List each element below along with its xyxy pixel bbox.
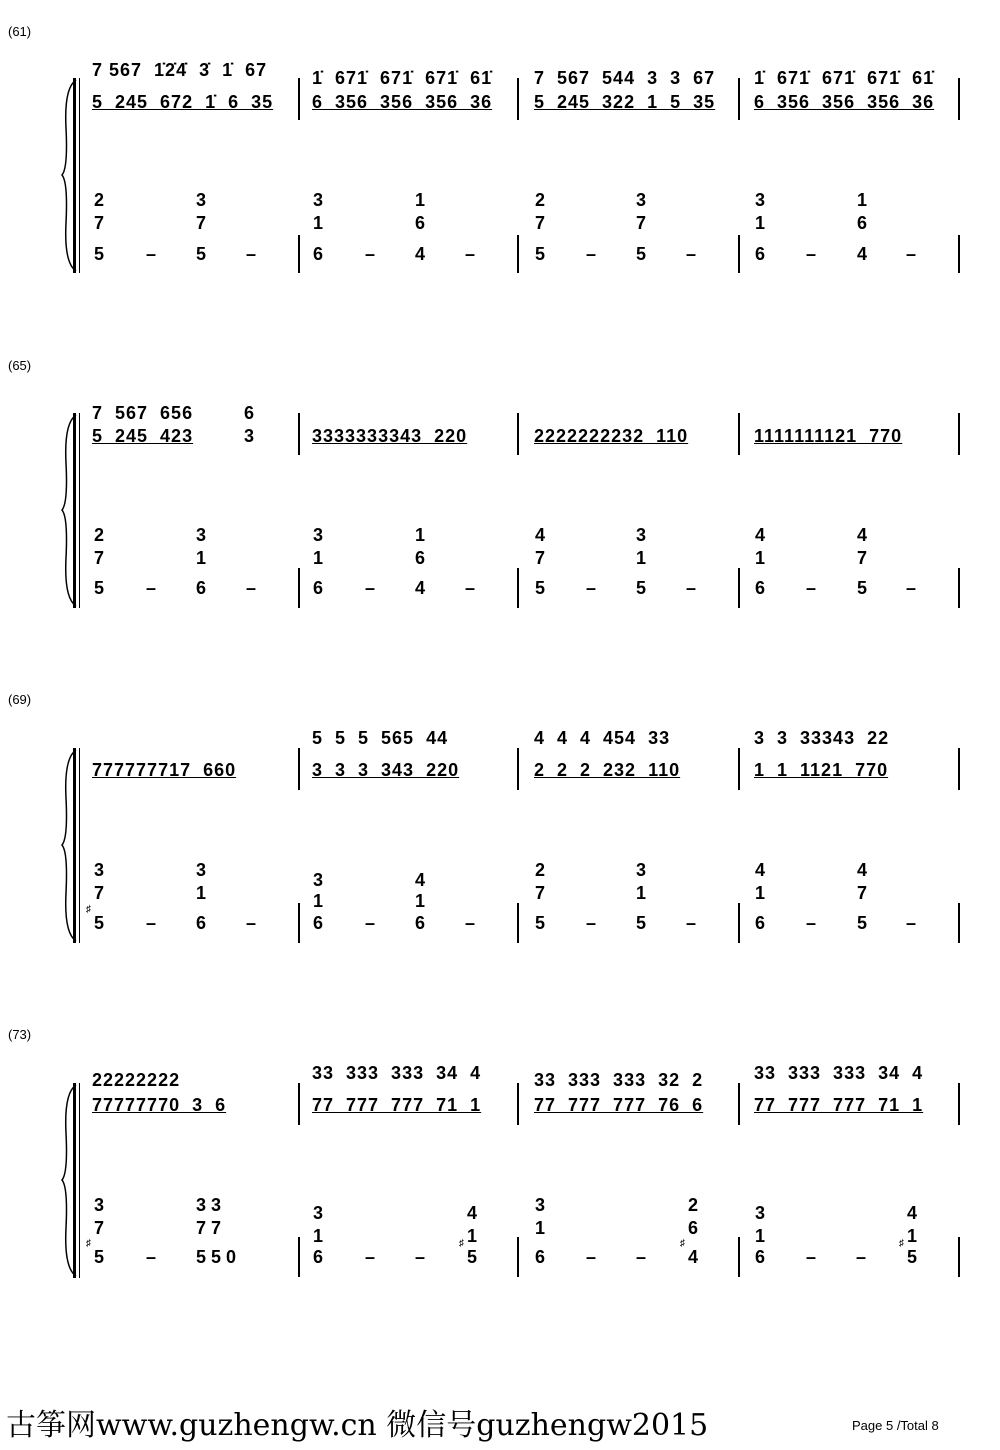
barline [958, 748, 960, 790]
barline [517, 1083, 519, 1125]
bass-note: 5 [857, 578, 868, 598]
melody-upper: 33 333 333 34 4 [754, 1063, 924, 1083]
footer-site: 古筝网www.guzhengw.cn 微信号guzhengw2015 [6, 1408, 709, 1443]
barline [958, 1237, 960, 1277]
bass-note: 5 [94, 244, 105, 264]
bass-note: 4 [907, 1203, 918, 1223]
system-barline-thin [79, 78, 80, 273]
dash: – [806, 913, 817, 933]
bass-note: 1 [313, 1226, 324, 1246]
barline [738, 1237, 740, 1277]
bass-note: 3 [313, 1203, 324, 1223]
dash: – [586, 578, 597, 598]
bass-note: 3 [636, 860, 647, 880]
dash: – [856, 1247, 867, 1267]
system-barline-thick [73, 748, 76, 943]
bass-note: 2 [94, 190, 105, 210]
bass-note: 1 [313, 213, 324, 233]
dash: – [365, 913, 376, 933]
bass-note: 7 [857, 548, 868, 568]
melody-lower: 77 777 777 71 1 [312, 1095, 482, 1115]
melody-lower: 2 2 2 232 110 [534, 760, 681, 780]
melody-upper: 7 567 544 3 3 67 [534, 68, 716, 88]
bass-note: 6 [313, 1247, 324, 1267]
barline [738, 78, 740, 120]
bass-note: 4 [857, 860, 868, 880]
bass-note: 2 [535, 190, 546, 210]
dash: – [906, 913, 917, 933]
dash: – [365, 1247, 376, 1267]
bass-note: 2 [94, 525, 105, 545]
bass-note: 4 [688, 1247, 699, 1267]
barline [517, 568, 519, 608]
bass-note: 3 3 [196, 1195, 222, 1215]
bass-note: 4 [755, 860, 766, 880]
bass-note: 1 [415, 525, 426, 545]
melody-lower: 2222222232 110 [534, 426, 689, 446]
dash: – [636, 1247, 647, 1267]
page-number: Page 5 /Total 8 [852, 1418, 939, 1433]
bass-note: 7 [535, 548, 546, 568]
melody-upper: 33 333 333 34 4 [312, 1063, 482, 1083]
barline [958, 78, 960, 120]
system-barline-thin [79, 413, 80, 608]
melody-lower: 1111111121 770 [754, 426, 903, 446]
barline [738, 903, 740, 943]
bass-note: 5 [535, 578, 546, 598]
dash: – [806, 578, 817, 598]
bass-note: 3 [94, 860, 105, 880]
bass-note: 1 [535, 1218, 546, 1238]
sharp-icon: ♯ [680, 1238, 685, 1249]
melody-lower: 6 356 356 356 36 [312, 92, 493, 112]
bass-note: 2 [535, 860, 546, 880]
bass-note: 5 [467, 1247, 478, 1267]
bass-note: 7 [94, 213, 105, 233]
bass-note: 6 [755, 578, 766, 598]
bass-note: 4 [755, 525, 766, 545]
melody-upper: 5 5 5 565 44 [312, 728, 449, 748]
dash: – [246, 244, 257, 264]
melody-lower: 777777717 660 [92, 760, 237, 780]
bass-note: 6 [755, 913, 766, 933]
dash: – [686, 244, 697, 264]
barline [738, 748, 740, 790]
dash: – [806, 1247, 817, 1267]
bass-note: 6 [857, 213, 868, 233]
bass-note: 4 [857, 525, 868, 545]
sharp-icon: ♯ [899, 1238, 904, 1249]
bass-note: 4 [857, 244, 868, 264]
barline [298, 1083, 300, 1125]
dash: – [586, 913, 597, 933]
bass-note: 6 [415, 548, 426, 568]
bass-note: 3 [636, 190, 647, 210]
dash: – [146, 913, 157, 933]
barline [958, 235, 960, 273]
bass-note: 5 [94, 578, 105, 598]
bass-note: 3 [755, 1203, 766, 1223]
bass-note: 7 [94, 1218, 105, 1238]
melody-upper: 7 567 656 [92, 403, 194, 423]
dash: – [365, 578, 376, 598]
bass-note: 1 [313, 548, 324, 568]
barline [517, 413, 519, 455]
bass-note: 1 [755, 213, 766, 233]
bass-note: 1 [313, 891, 324, 911]
bass-note: 3 [196, 190, 207, 210]
barline [298, 748, 300, 790]
measure-number: (73) [8, 1027, 32, 1042]
bass-note: 5 [535, 244, 546, 264]
bass-note: 5 [857, 913, 868, 933]
sharp-icon: ♯ [86, 1238, 91, 1249]
barline [517, 1237, 519, 1277]
bass-note: 6 [535, 1247, 546, 1267]
melody-upper: 22222222 [92, 1070, 181, 1090]
measure-number: (65) [8, 358, 32, 373]
bass-note: 6 [688, 1218, 699, 1238]
sharp-icon: ♯ [86, 904, 91, 915]
bass-note: 1 [415, 891, 426, 911]
barline [738, 235, 740, 273]
bass-note: 3 [94, 1195, 105, 1215]
barline [517, 78, 519, 120]
bass-note: 1 [755, 883, 766, 903]
dash: – [465, 913, 476, 933]
melody-upper: 1̇ 671̇ 671̇ 671̇ 61̇ [312, 68, 493, 88]
dash: – [465, 578, 476, 598]
dash: – [146, 1247, 157, 1267]
melody-upper: 4 4 4 454 33 [534, 728, 671, 748]
barline [517, 748, 519, 790]
bass-note: 3 [313, 525, 324, 545]
bass-note: 7 [535, 883, 546, 903]
barline [298, 235, 300, 273]
bass-note: 4 [415, 578, 426, 598]
dash: – [146, 244, 157, 264]
system-barline-thick [73, 413, 76, 608]
dash: – [246, 913, 257, 933]
barline [298, 568, 300, 608]
bass-note: 6 [313, 578, 324, 598]
system-barline-thin [79, 748, 80, 943]
system-barline-thick [73, 78, 76, 273]
melody-lower: 3 [244, 426, 256, 446]
bass-note: 4 [415, 244, 426, 264]
melody-upper: 33 333 333 32 2 [534, 1070, 704, 1090]
barline [958, 413, 960, 455]
melody-lower: 6 356 356 356 36 [754, 92, 935, 112]
bass-note: 1 [636, 548, 647, 568]
bass-note: 5 [94, 913, 105, 933]
bass-note: 5 [636, 913, 647, 933]
bass-note: 6 [755, 244, 766, 264]
dash: – [686, 913, 697, 933]
measure-number: (69) [8, 692, 32, 707]
bass-note: 6 [755, 1247, 766, 1267]
bass-note: 7 [94, 883, 105, 903]
barline [738, 413, 740, 455]
barline [298, 78, 300, 120]
barline [298, 1237, 300, 1277]
bass-note: 1 [467, 1226, 478, 1246]
bass-note: 6 [415, 213, 426, 233]
dash: – [146, 578, 157, 598]
bass-note: 5 [196, 244, 207, 264]
dash: – [365, 244, 376, 264]
dash: – [246, 578, 257, 598]
melody-lower: 3 3 3 343 220 [312, 760, 460, 780]
bass-note: 6 [196, 913, 207, 933]
barline [298, 413, 300, 455]
bass-note: 5 [636, 244, 647, 264]
bass-note: 4 [415, 870, 426, 890]
bass-note: 3 [755, 190, 766, 210]
system-barline-thin [79, 1083, 80, 1278]
dash: – [906, 578, 917, 598]
dash: – [465, 244, 476, 264]
bass-note: 1 [415, 190, 426, 210]
bass-note: 7 [535, 213, 546, 233]
bass-note: 7 [857, 883, 868, 903]
bass-note: 1 [857, 190, 868, 210]
bass-note: 1 [636, 883, 647, 903]
bass-note: 1 [907, 1226, 918, 1246]
barline [958, 1083, 960, 1125]
melody-lower: 77 777 777 71 1 [754, 1095, 924, 1115]
melody-upper: 3 3 33343 22 [754, 728, 890, 748]
bass-note: 3 [196, 525, 207, 545]
barline [738, 568, 740, 608]
bass-note: 7 [94, 548, 105, 568]
bass-note: 5 [535, 913, 546, 933]
barline [738, 1083, 740, 1125]
melody-upper: 7 567 1̇2̇4̇ 3̇ 1̇ 67 [92, 60, 268, 80]
dash: – [586, 1247, 597, 1267]
bass-note: 7 7 [196, 1218, 222, 1238]
bass-note: 5 [636, 578, 647, 598]
dash: – [686, 578, 697, 598]
bass-note: 2 [688, 1195, 699, 1215]
system-barline-thick [73, 1083, 76, 1278]
melody-lower: 77777770 3 6 [92, 1095, 227, 1115]
barline [517, 903, 519, 943]
dash: – [906, 244, 917, 264]
bass-note: 1 [196, 883, 207, 903]
measure-number: (61) [8, 24, 32, 39]
bass-note: 1 [755, 1226, 766, 1246]
barline [298, 903, 300, 943]
dash: – [586, 244, 597, 264]
bass-note: 7 [196, 213, 207, 233]
barline [958, 568, 960, 608]
bass-note: 6 [313, 244, 324, 264]
melody-upper: 6 [244, 403, 256, 423]
barline [958, 903, 960, 943]
dash: – [806, 244, 817, 264]
melody-lower: 5 245 672 1̇ 6 35 [92, 92, 274, 112]
bass-note: 5 [94, 1247, 105, 1267]
bass-note: 5 5 0 [196, 1247, 237, 1267]
barline [517, 235, 519, 273]
bass-note: 6 [196, 578, 207, 598]
bass-note: 4 [535, 525, 546, 545]
bass-note: 4 [467, 1203, 478, 1223]
bass-note: 1 [755, 548, 766, 568]
melody-upper: 1̇ 671̇ 671̇ 671̇ 61̇ [754, 68, 935, 88]
bass-note: 1 [196, 548, 207, 568]
melody-lower: 77 777 777 76 6 [534, 1095, 704, 1115]
bass-note: 7 [636, 213, 647, 233]
melody-lower: 3333333343 220 [312, 426, 468, 446]
melody-lower: 1 1 1121 770 [754, 760, 889, 780]
bass-note: 5 [907, 1247, 918, 1267]
bass-note: 3 [535, 1195, 546, 1215]
melody-lower: 5 245 322 1 5 35 [534, 92, 716, 112]
bass-note: 3 [313, 870, 324, 890]
dash: – [415, 1247, 426, 1267]
bass-note: 6 [415, 913, 426, 933]
sharp-icon: ♯ [459, 1238, 464, 1249]
bass-note: 3 [313, 190, 324, 210]
bass-note: 3 [196, 860, 207, 880]
bass-note: 3 [636, 525, 647, 545]
bass-note: 6 [313, 913, 324, 933]
melody-lower: 5 245 423 [92, 426, 194, 446]
